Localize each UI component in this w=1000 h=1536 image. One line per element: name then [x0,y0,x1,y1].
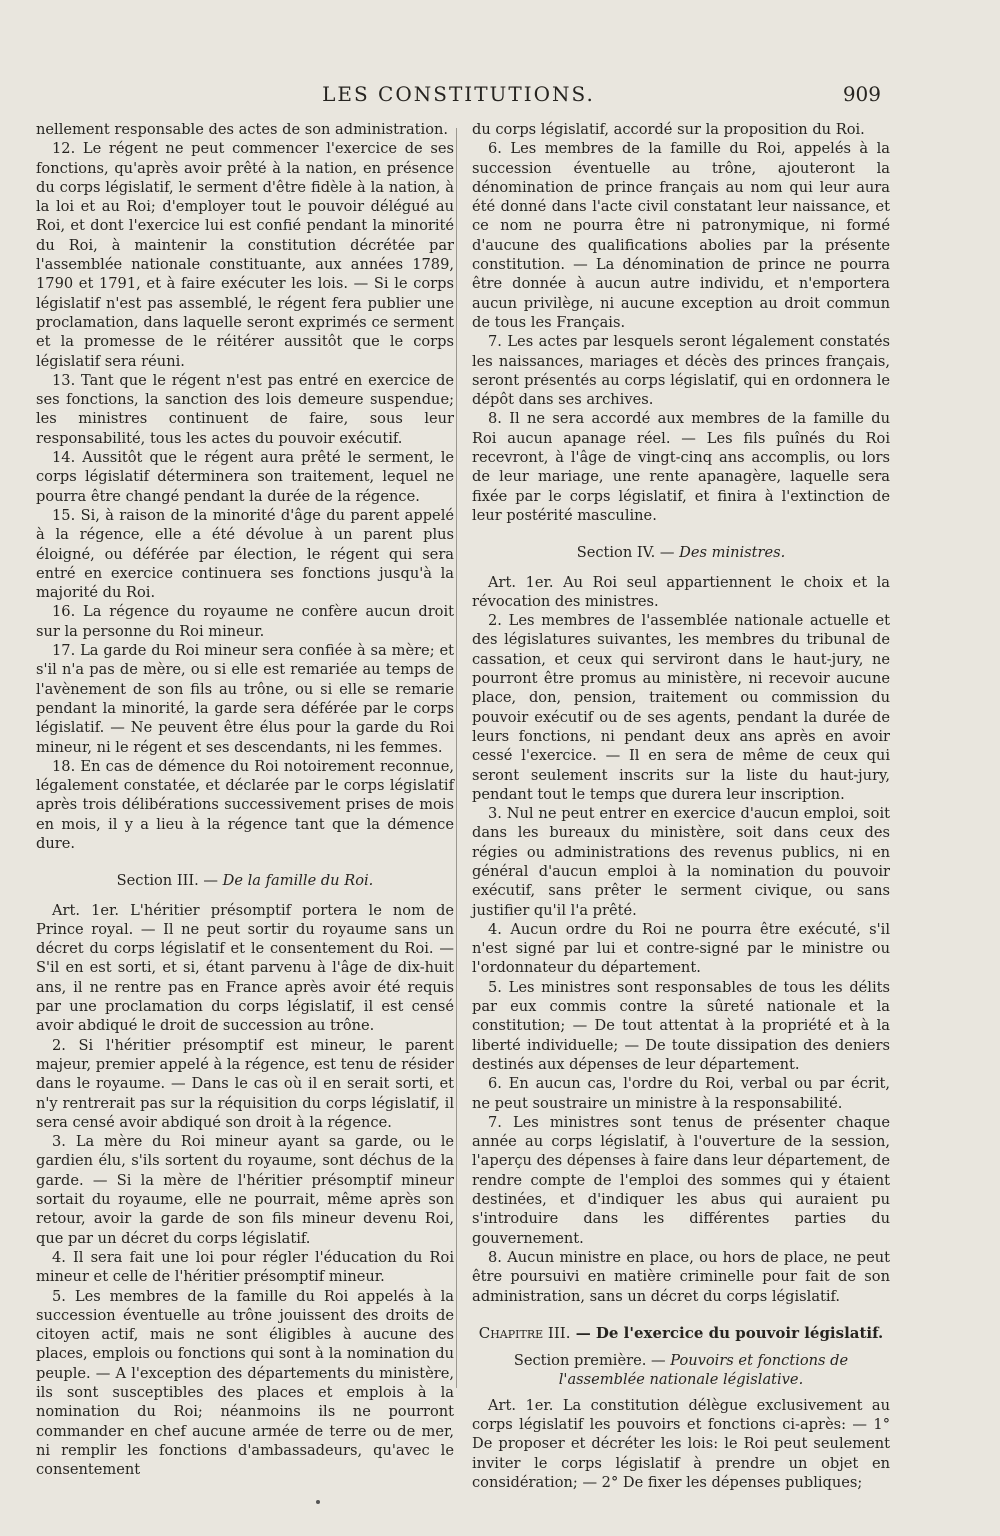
ministers-article-6: 6. En aucun cas, l'ordre du Roi, verbal ou par écrit, ne peut soustraire un ministre à la responsabilité. [472,1075,890,1112]
legislative-article-1: Art. 1er. La constitution délègue exclusivement au corps législatif les pouvoirs et fonctions ci-après: — 1° De proposer et décréter les lois: le Roi peut seulement inviter le corps législatif à prendre un objet en considération; — 2° De fixer les dépenses publiques; [472,1396,890,1491]
article-2: 2. Si l'héritier présomptif est mineur, le parent majeur, premier appelé à la régence, est tenu de résider dans le royaume. — Dans le cas où il en serait sorti, et n'y rentrerait pas sur la réquisition du corps législatif, il sera censé avoir abdiqué son droit à la régence. [36,1036,454,1131]
section-label: Section première. — [513,1352,671,1370]
article-3: 3. La mère du Roi mineur ayant sa garde, ou le gardien élu, s'ils sortent du royaume, sont déchus de la garde. — Si la mère de l'héritier présomptif mineur sortait du royaume, elle ne pourrait, même après son retour, avoir la garde de son fils mineur devenu Roi, que par un décret du corps législatif. [36,1133,454,1247]
chapter-label: Chapitre III. [478,1323,571,1342]
article-5: 5. Les membres de la famille du Roi appelés à la succession éventuelle au trône jouissent des droits de citoyen actif, mais ne sont éligibles à aucune des places, emplois ou fonctions qui sont à la nomination du peuple. — A l'exception des départements du ministère, ils sont susceptibles des places et emplois à la nomination du Roi; néanmoins ils ne pourront commander en chef aucune armée de terre ou de mer, ni remplir les fonctions d'ambassadeurs, qu'avec le consentement [36,1287,454,1479]
column-divider [456,128,457,1388]
left-column [36,120,454,1479]
ministers-article-8: 8. Aucun ministre en place, ou hors de place, ne peut être poursuivi en matière criminelle pour fait de son administration, sans un décret du corps législatif. [472,1248,890,1305]
chapter-title: — De l'exercice du pouvoir législatif. [570,1323,884,1342]
article-16: 16. La régence du royaume ne confère aucun droit sur la personne du Roi mineur. [36,603,454,640]
running-head [36,82,881,110]
article-18: 18. En cas de démence du Roi notoirement reconnue, légalement constatée, et déclarée par le corps législatif après trois délibérations successivement prises de mois en mois, il y a lieu à la régence tant que la démence dure. [36,757,454,852]
section-heading-4 [472,543,890,562]
ministers-article-4: 4. Aucun ordre du Roi ne pourra être exécuté, s'il n'est signé par lui et contre-signé par le ministre ou l'ordonnateur du département. [472,920,890,977]
page-speck [316,1500,320,1504]
ministers-article-5: 5. Les ministres sont responsables de tous les délits par eux commis contre la sûreté nationale et la constitution; — De tout attentat à la propriété et à la liberté individuelle; — De toute dissipation des deniers destinés aux dépenses de leur département. [472,978,890,1073]
section-heading-3 [36,871,454,890]
article-14: 14. Aussitôt que le régent aura prêté le serment, le corps législatif déterminera son traitement, lequel ne pourra être changé pendant la durée de la régence. [36,449,454,505]
section-label: Section IV. — [576,544,680,562]
article-13: 13. Tant que le régent n'est pas entré en exercice de ses fonctions, la sanction des lois demeure suspendue; les ministres continuent de faire, sous leur responsabilité, tous les actes du pouvoir exécutif. [36,371,454,447]
ministers-article-3: 3. Nul ne peut entrer en exercice d'aucun emploi, soit dans les bureaux du ministère, soit dans ceux des régies ou administrations des revenus publics, ni en général d'aucun emploi à la nomination du pouvoir exécutif, sans prêter le serment civique, ou sans justifier qu'il l'a prêté. [472,805,890,919]
section-title: De la famille du Roi. [222,872,374,890]
section-title: Pouvoirs et fonctions de l'assemblée nationale législative. [558,1352,849,1389]
paragraph: nellement responsable des actes de son administration. [36,121,449,138]
paragraph: du corps législatif, accordé sur la proposition du Roi. [472,121,865,138]
article-15: 15. Si, à raison de la minorité d'âge du parent appelé à la régence, elle a été dévolue à un parent plus éloigné, ou déférée par élection, le régent qui sera entré en exercice continuera ses fonctions jusqu'à la majorité du Roi. [36,506,454,602]
article-4: 4. Il sera fait une loi pour régler l'éducation du Roi mineur et celle de l'héritier présomptif mineur. [36,1248,454,1286]
section-title: Des ministres. [679,544,786,562]
article-17: 17. La garde du Roi mineur sera confiée à sa mère; et s'il n'a pas de mère, ou si elle est remariée au temps de l'avènement de son fils au trône, ou si elle se remarie pendant la minorité, la garde sera déférée par le corps législatif. — Ne peuvent être élus pour la garde du Roi mineur, ni le régent et ses descendants, ni les femmes. [36,642,454,756]
right-column [472,120,890,1492]
article-8: 8. Il ne sera accordé aux membres de la famille du Roi aucun apanage réel. — Les fils puînés du Roi recevront, à l'âge de vingt-cinq ans accomplis, ou lors de leur mariage, une rente apanagère, laquelle sera fixée par le corps législatif, et finira à l'extinction de leur postérité masculine. [472,410,890,524]
ministers-article-1: Art. 1er. Au Roi seul appartiennent le choix et la révocation des ministres. [472,573,890,610]
article-12: 12. Le régent ne peut commencer l'exercice de ses fonctions, qu'après avoir prêté à la nation, en présence du corps législatif, le serment d'être fidèle à la nation, à la loi et au Roi; d'employer tout le pouvoir délégué au Roi, et dont l'exercice lui est confié pendant la minorité du Roi, à maintenir la constitution décrétée par l'assemblée nationale constituante, aux années 1789, 1790 et 1791, et à faire exécuter les lois. — Si le corps législatif n'est pas assemblé, le régent fera publier une proclamation, dans laquelle seront exprimés ce serment et la promesse de le réitérer aussitôt que le corps législatif sera réuni. [36,140,454,370]
chapter-heading [472,1324,890,1343]
article-6: 6. Les membres de la famille du Roi, appelés à la succession éventuelle au trône, ajouteront la dénomination de prince français au nom qui leur aura été donné dans l'acte civil constatant leur naissance, et ce nom ne pourra être ni patronymique, ni formé d'aucune des qualifications abolies par la présente constitution. — La dénomination de prince ne pourra être donnée à aucun autre individu, et n'emportera aucun privilège, ni aucune exception au droit commun de tous les Français. [472,140,890,331]
page-number: 909 [842,82,881,106]
ministers-article-2: 2. Les membres de l'assemblée nationale actuelle et des législatures suivantes, les membres du tribunal de cassation, et ceux qui serviront dans le haut-jury, ne pourront être promus au ministère, ni recevoir aucune place, don, pension, traitement ou commission du pouvoir exécutif ou de ses agents, pendant la durée de leurs fonctions, ni pendant deux ans après en avoir cessé l'exercice. — Il en sera de même de ceux qui seront seulement inscrits sur la liste du haut-jury, pendant tout le temps que durera leur inscription. [472,612,890,803]
running-title: LES CONSTITUTIONS. [322,82,595,106]
article-7: 7. Les actes par lesquels seront légalement constatés les naissances, mariages et décès des princes français, seront présentés au corps législatif, qui en ordonnera le dépôt dans ses archives. [472,333,890,409]
article-1: Art. 1er. L'héritier présomptif portera le nom de Prince royal. — Il ne peut sortir du royaume sans un décret du corps législatif et le consentement du Roi. — S'il en est sorti, et si, étant parvenu à l'âge de dix-huit ans, il ne rentre pas en France après avoir été requis par une proclamation du corps législatif, il est censé avoir abdiqué le droit de succession au trône. [36,901,454,1035]
section-label: Section III. — [116,872,223,890]
ministers-article-7: 7. Les ministres sont tenus de présenter chaque année au corps législatif, à l'ouverture de la session, l'aperçu des dépenses à faire dans leur département, de rendre compte de l'emploi des sommes qui y étaient destinées, et d'indiquer les abus qui auraient pu s'introduire dans les différentes parties du gouvernement. [472,1113,890,1247]
section-heading-1 [472,1351,890,1390]
